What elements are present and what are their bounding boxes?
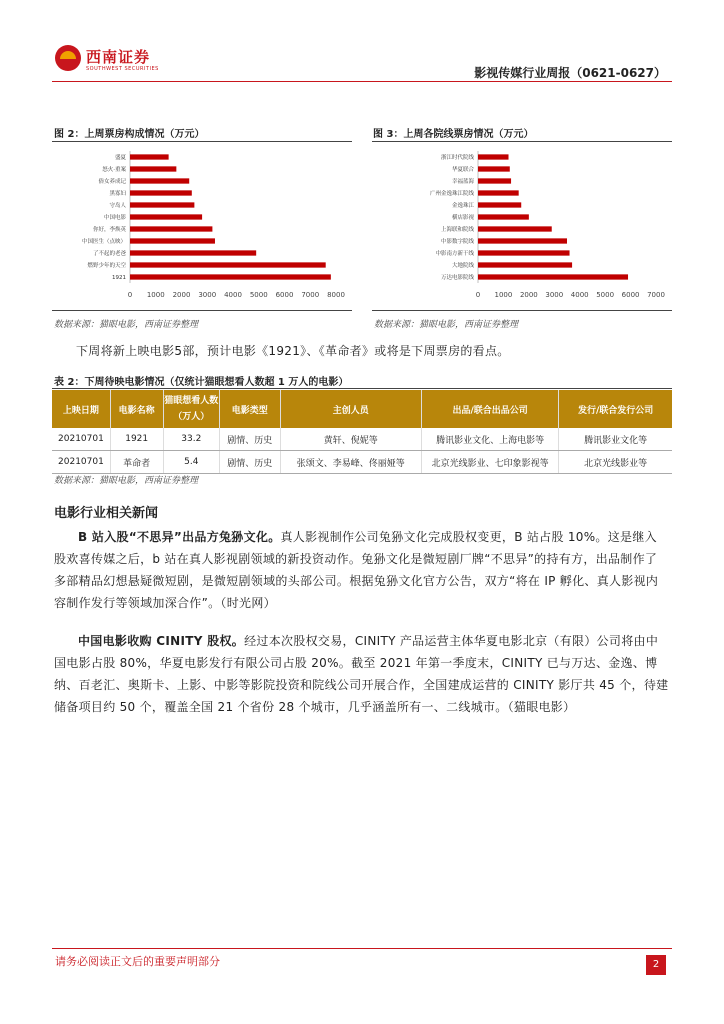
fig2-tick-label: 0 — [127, 291, 133, 299]
fig3-bar — [478, 238, 567, 243]
figure3-source: 数据来源：猫眼电影，西南证券整理 — [374, 320, 519, 330]
fig2-tick-label: 2000 — [172, 291, 191, 299]
fig2-tick-label: 1000 — [146, 291, 165, 299]
fig3-category-label: 中影数字院线 — [440, 239, 474, 246]
col-cast: 主创人员 — [280, 390, 421, 428]
fig3-tick-label: 0 — [475, 291, 481, 299]
fig2-category-label: 黑寡妇 — [109, 191, 126, 198]
figure3-rule-bottom — [372, 310, 672, 311]
fig2-bar — [130, 154, 169, 159]
news1-body: 真人影视制作公司兔狲文化完成股权变更，B 站占股 10%。这是继入股欢喜传媒之后，b 站在真人影视剧领域的新投资动作。兔狲文化是微短剧厂牌“不思异”的持有方，出品制作了多部精品幻想悬疑微短剧，是微短剧领域的头部公司。根据兔狲文化官方公告，双方“将在 IP 孵化、真人影视内容制作发行等领域加深合作”。（时光网） — [54, 530, 659, 610]
upcoming-films-table — [52, 390, 672, 474]
news-paragraph-2 — [54, 630, 669, 718]
fig2-category-label: 你好，李焕英 — [92, 227, 126, 234]
fig3-category-label: 华夏联合 — [451, 167, 474, 174]
fig3-bar — [478, 214, 529, 219]
fig3-category-label: 万达电影院线 — [440, 275, 474, 282]
figure3-chart — [372, 143, 672, 308]
table2 — [52, 390, 672, 474]
fig3-tick-label: 5000 — [596, 291, 615, 299]
company-name-cn: 西南证券 — [86, 48, 151, 66]
fig2-category-label: 中国医生（点映） — [81, 239, 126, 246]
fig3-bar — [478, 190, 519, 195]
cell-cast: 黄轩、倪妮等 — [280, 428, 421, 451]
news1-lead: B 站入股“不思异”出品方兔狲文化。 — [78, 530, 281, 544]
figure2-rule — [52, 141, 352, 142]
company-logo-icon — [55, 45, 81, 71]
header-divider — [52, 81, 672, 82]
fig2-category-label: 俗女养成记 — [98, 179, 126, 186]
col-release-date: 上映日期 — [52, 390, 110, 428]
fig3-bar — [478, 202, 521, 207]
col-producers: 出品/联合出品公司 — [421, 390, 558, 428]
fig2-bar — [130, 274, 331, 279]
fig3-category-label: 大地院线 — [451, 263, 474, 270]
table2-rule — [52, 388, 672, 389]
fig3-tick-label: 3000 — [545, 291, 564, 299]
fig2-bar — [130, 178, 189, 183]
fig2-category-label: 守岛人 — [109, 203, 126, 210]
cell-date: 20210701 — [52, 428, 110, 451]
fig3-category-label: 幸福蓝海 — [451, 179, 474, 186]
cell-date: 20210701 — [52, 451, 110, 474]
fig2-bar — [130, 214, 202, 219]
fig2-tick-label: 6000 — [275, 291, 294, 299]
table-row — [52, 451, 672, 474]
table-header-row — [52, 390, 672, 428]
cell-distributors: 腾讯影业文化等 — [559, 428, 672, 451]
fig3-bar — [478, 250, 570, 255]
fig2-bar — [130, 238, 215, 243]
fig3-category-label: 中影南方新干线 — [435, 251, 474, 258]
cell-distributors: 北京光线影业等 — [559, 451, 672, 474]
fig2-bar — [130, 166, 176, 171]
fig2-bar — [130, 226, 212, 231]
section-title: 电影行业相关新闻 — [54, 506, 159, 521]
fig3-tick-label: 1000 — [494, 291, 513, 299]
fig2-bar — [130, 190, 192, 195]
news2-lead: 中国电影收购 CINITY 股权。 — [78, 634, 245, 648]
fig3-category-label: 上海联和院线 — [440, 227, 474, 234]
fig2-category-label: 盛夏 — [114, 155, 126, 162]
fig3-tick-label: 7000 — [647, 291, 665, 299]
cell-cast: 张颂文、李易峰、佟丽娅等 — [280, 451, 421, 474]
page-number: 2 — [646, 955, 666, 975]
fig2-tick-label: 7000 — [301, 291, 320, 299]
fig3-bar — [478, 262, 572, 267]
fig3-bar — [478, 154, 509, 159]
figure2-source: 数据来源：猫眼电影，西南证券整理 — [54, 320, 199, 330]
cell-want: 33.2 — [163, 428, 220, 451]
figure2-chart-svg — [52, 143, 352, 308]
col-genre: 电影类型 — [220, 390, 280, 428]
fig2-category-label: 怒火·重案 — [102, 167, 126, 174]
col-distributors: 发行/联合发行公司 — [559, 390, 672, 428]
fig2-category-label: 燃野少年的天空 — [87, 263, 126, 270]
news2-body: 经过本次股权交易，CINITY 产品运营主体华夏电影北京（有限）公司将由中国电影占股 80%，华夏电影发行有限公司占股 20%。截至 2021 年第一季度末，CINITY 已与万达、金逸、博纳、百老汇、奥斯卡、上影、中影等影院投资和院线公司开展合作，全国建成运营的 CINITY 影厅共 45 个，待建储备项目约 50 个，覆盖全国 21 个省份 28 个城市，几乎涵盖所有一、二线城市。（猫眼电影） — [54, 634, 669, 714]
col-film-name: 电影名称 — [110, 390, 163, 428]
fig3-bar — [478, 226, 552, 231]
figure2-rule-bottom — [52, 310, 352, 311]
fig3-bar — [478, 274, 628, 279]
figure3-rule — [372, 141, 672, 142]
fig2-bar — [130, 202, 194, 207]
figure3-chart-svg — [372, 143, 672, 308]
transition-paragraph: 下周将新上映电影5部，预计电影《1921》、《革命者》或将是下周票房的看点。 — [76, 344, 510, 358]
fig2-tick-label: 4000 — [224, 291, 242, 299]
fig3-tick-label: 6000 — [621, 291, 640, 299]
cell-genre: 剧情、历史 — [220, 451, 280, 474]
footer-notice: 请务必阅读正文后的重要声明部分 — [55, 955, 220, 968]
cell-film: 1921 — [110, 428, 163, 451]
fig2-tick-label: 3000 — [198, 291, 217, 299]
fig2-category-label: 1921 — [112, 275, 126, 282]
cell-producers: 北京光线影业、七印象影视等 — [421, 451, 558, 474]
cell-producers: 腾讯影业文化、上海电影等 — [421, 428, 558, 451]
footer-divider — [52, 948, 672, 949]
fig2-bar — [130, 262, 326, 267]
company-name-en: SOUTHWEST SECURITIES — [86, 66, 159, 72]
figure2-title: 图 2：上周票房构成情况（万元） — [54, 129, 205, 140]
figure2-chart — [52, 143, 352, 308]
fig3-category-label: 广州金逸珠江院线 — [429, 191, 474, 198]
news-paragraph-1 — [54, 526, 669, 614]
col-want-to-see: 猫眼想看人数（万人） — [163, 390, 220, 428]
fig3-category-label: 金逸珠江 — [451, 203, 474, 210]
fig2-bar — [130, 250, 256, 255]
fig3-bar — [478, 178, 511, 183]
fig2-tick-label: 8000 — [327, 291, 345, 299]
table2-title: 表 2：下周待映电影情况（仅统计猫眼想看人数超 1 万人的电影） — [54, 377, 349, 388]
fig3-bar — [478, 166, 510, 171]
cell-film: 革命者 — [110, 451, 163, 474]
figure3-title: 图 3：上周各院线票房情况（万元） — [373, 129, 534, 140]
fig3-tick-label: 2000 — [519, 291, 538, 299]
fig3-category-label: 横店影视 — [451, 215, 474, 222]
cell-genre: 剧情、历史 — [220, 428, 280, 451]
fig2-category-label: 了不起的老爸 — [92, 251, 126, 258]
fig2-category-label: 中国电影 — [103, 215, 126, 222]
cell-want: 5.4 — [163, 451, 220, 474]
table-row — [52, 428, 672, 451]
fig3-tick-label: 4000 — [570, 291, 589, 299]
fig2-tick-label: 5000 — [249, 291, 268, 299]
table2-source: 数据来源：猫眼电影，西南证券整理 — [54, 476, 199, 486]
fig3-category-label: 浙江时代院线 — [440, 155, 474, 162]
report-title: 影视传媒行业周报（0621-0627） — [474, 66, 666, 80]
